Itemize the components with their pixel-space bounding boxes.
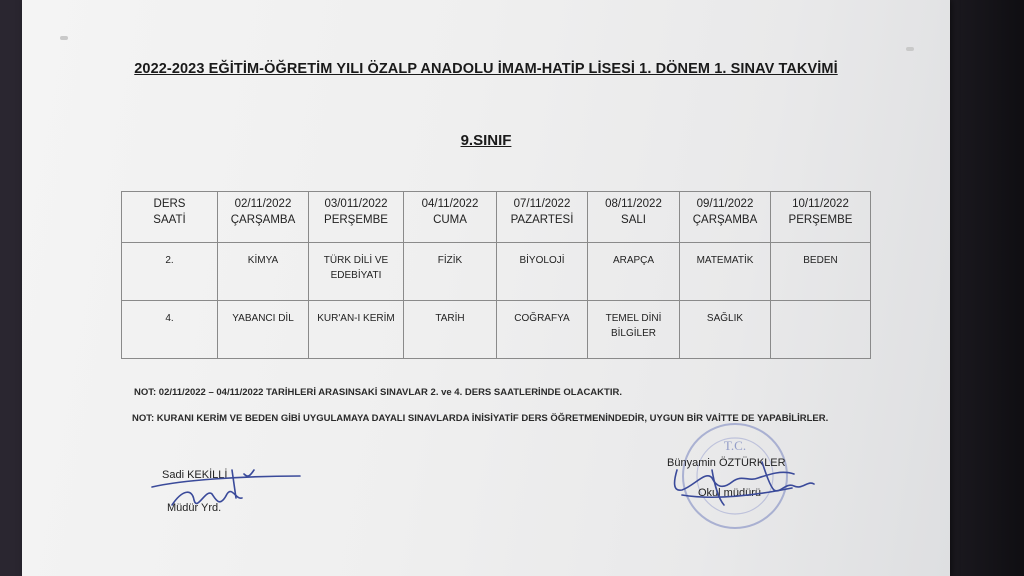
subject-cell: TEMEL DİNİ BİLGİLER xyxy=(588,301,680,359)
header-cell: 10/11/2022 PERŞEMBE xyxy=(771,192,871,243)
table-row xyxy=(122,243,871,301)
subject-cell: BEDEN xyxy=(771,243,871,301)
header-cell: 07/11/2022 PAZARTESİ xyxy=(497,192,588,243)
hour-cell: 4. xyxy=(122,301,218,359)
principal-title: Okul müdürü xyxy=(698,487,761,499)
deputy-principal-name: Sadi KEKİLLİ xyxy=(162,469,228,481)
class-heading: 9.SINIF xyxy=(460,132,512,149)
subject-cell: SAĞLIK xyxy=(680,301,771,359)
subject-cell: FİZİK xyxy=(404,243,497,301)
stamp-text: T.C. xyxy=(723,438,747,453)
subject-cell: KUR'AN-I KERİM xyxy=(309,301,404,359)
subject-cell: TARİH xyxy=(404,301,497,359)
header-cell: 04/11/2022 CUMA xyxy=(404,192,497,243)
header-cell: 08/11/2022 SALI xyxy=(588,192,680,243)
subject-cell: COĞRAFYA xyxy=(497,301,588,359)
subject-cell: KİMYA xyxy=(218,243,309,301)
table-header-row xyxy=(122,192,871,243)
deputy-principal-title: Müdür Yrd. xyxy=(167,502,222,514)
header-cell: 02/11/2022 ÇARŞAMBA xyxy=(218,192,309,243)
note-exam-hours: NOT: 02/11/2022 – 04/11/2022 TARİHLERİ ARASINSAKİ SINAVLAR 2. ve 4. DERS SAATLERİNDE OLACAKTIR. xyxy=(134,387,622,398)
header-cell: 03/011/2022 PERŞEMBE xyxy=(309,192,404,243)
header-cell: 09/11/2022 ÇARŞAMBA xyxy=(680,192,771,243)
subject-cell: YABANCI DİL xyxy=(218,301,309,359)
exam-schedule-table xyxy=(121,191,871,359)
tape-mark xyxy=(60,36,68,40)
note-practical-exams: NOT: KURANI KERİM VE BEDEN GİBİ UYGULAMAYA DAYALI SINAVLARDA İNİSİYATİF DERS ÖĞRETMENİNDEDİR, UYGUN BİR VAİTTE DE YAPABİLİRLER. xyxy=(132,413,829,424)
subject-cell: MATEMATİK xyxy=(680,243,771,301)
hour-cell: 2. xyxy=(122,243,218,301)
header-cell: DERS SAATİ xyxy=(122,192,218,243)
subject-cell: BİYOLOJİ xyxy=(497,243,588,301)
exam-schedule-paper xyxy=(22,0,950,576)
subject-cell xyxy=(771,301,871,359)
subject-cell: TÜRK DİLİ VE EDEBİYATI xyxy=(309,243,404,301)
subject-cell: ARAPÇA xyxy=(588,243,680,301)
document-title: 2022-2023 EĞİTİM-ÖĞRETİM YILI ÖZALP ANADOLU İMAM-HATİP LİSESİ 1. DÖNEM 1. SINAV TAKVİMİ xyxy=(134,61,838,77)
principal-name: Bünyamin ÖZTÜRKLER xyxy=(667,457,786,469)
tape-mark xyxy=(906,47,914,51)
background-dark xyxy=(944,0,1024,576)
table-row xyxy=(122,301,871,359)
